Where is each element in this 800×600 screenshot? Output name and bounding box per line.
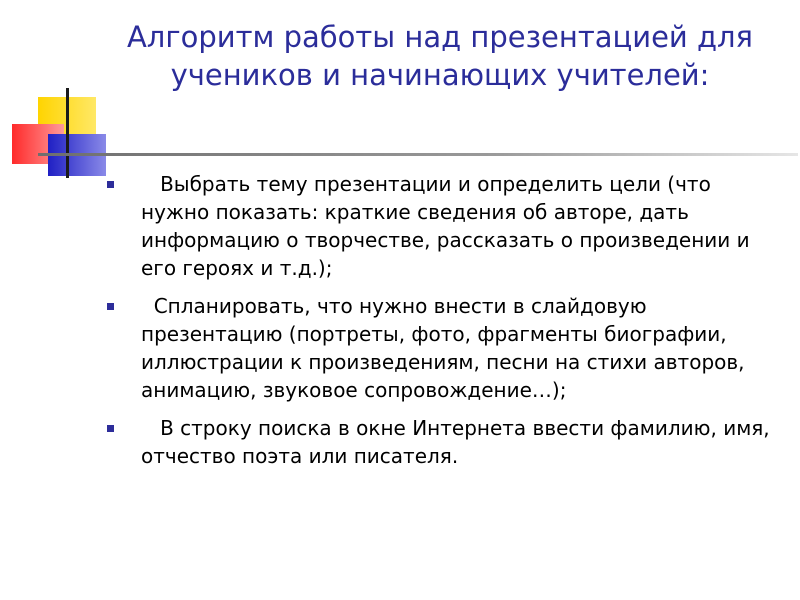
bullet-list	[105, 170, 785, 480]
red-square	[12, 124, 64, 164]
title-line-2: учеников и начинающих учителей:	[170, 58, 710, 92]
vertical-rule	[66, 88, 69, 178]
horizontal-rule	[38, 153, 798, 156]
blue-square	[48, 134, 106, 176]
title-line-1: Алгоритм работы над презентацией для	[126, 20, 754, 54]
list-item	[105, 414, 785, 470]
bullet-text: Выбрать тему презентации и определить цели (что нужно показать: краткие сведения об авторе, дать информацию о творчестве, рассказать о произведении и его героях и т.д.);	[141, 172, 757, 280]
square-bullet-icon	[107, 181, 114, 188]
square-bullet-icon	[107, 303, 114, 310]
bullet-text: Спланировать, что нужно внести в слайдовую презентацию (портреты, фото, фрагменты биографии, иллюстрации к произведениям, песни на стихи авторов, анимацию, звуковое сопровождение…);	[141, 294, 751, 402]
square-bullet-icon	[107, 425, 114, 432]
slide-title	[95, 18, 785, 94]
list-item	[105, 292, 785, 404]
yellow-square	[38, 97, 96, 155]
bullet-text: В строку поиска в окне Интернета ввести фамилию, имя, отчество поэта или писателя.	[141, 416, 777, 468]
list-item	[105, 170, 785, 282]
